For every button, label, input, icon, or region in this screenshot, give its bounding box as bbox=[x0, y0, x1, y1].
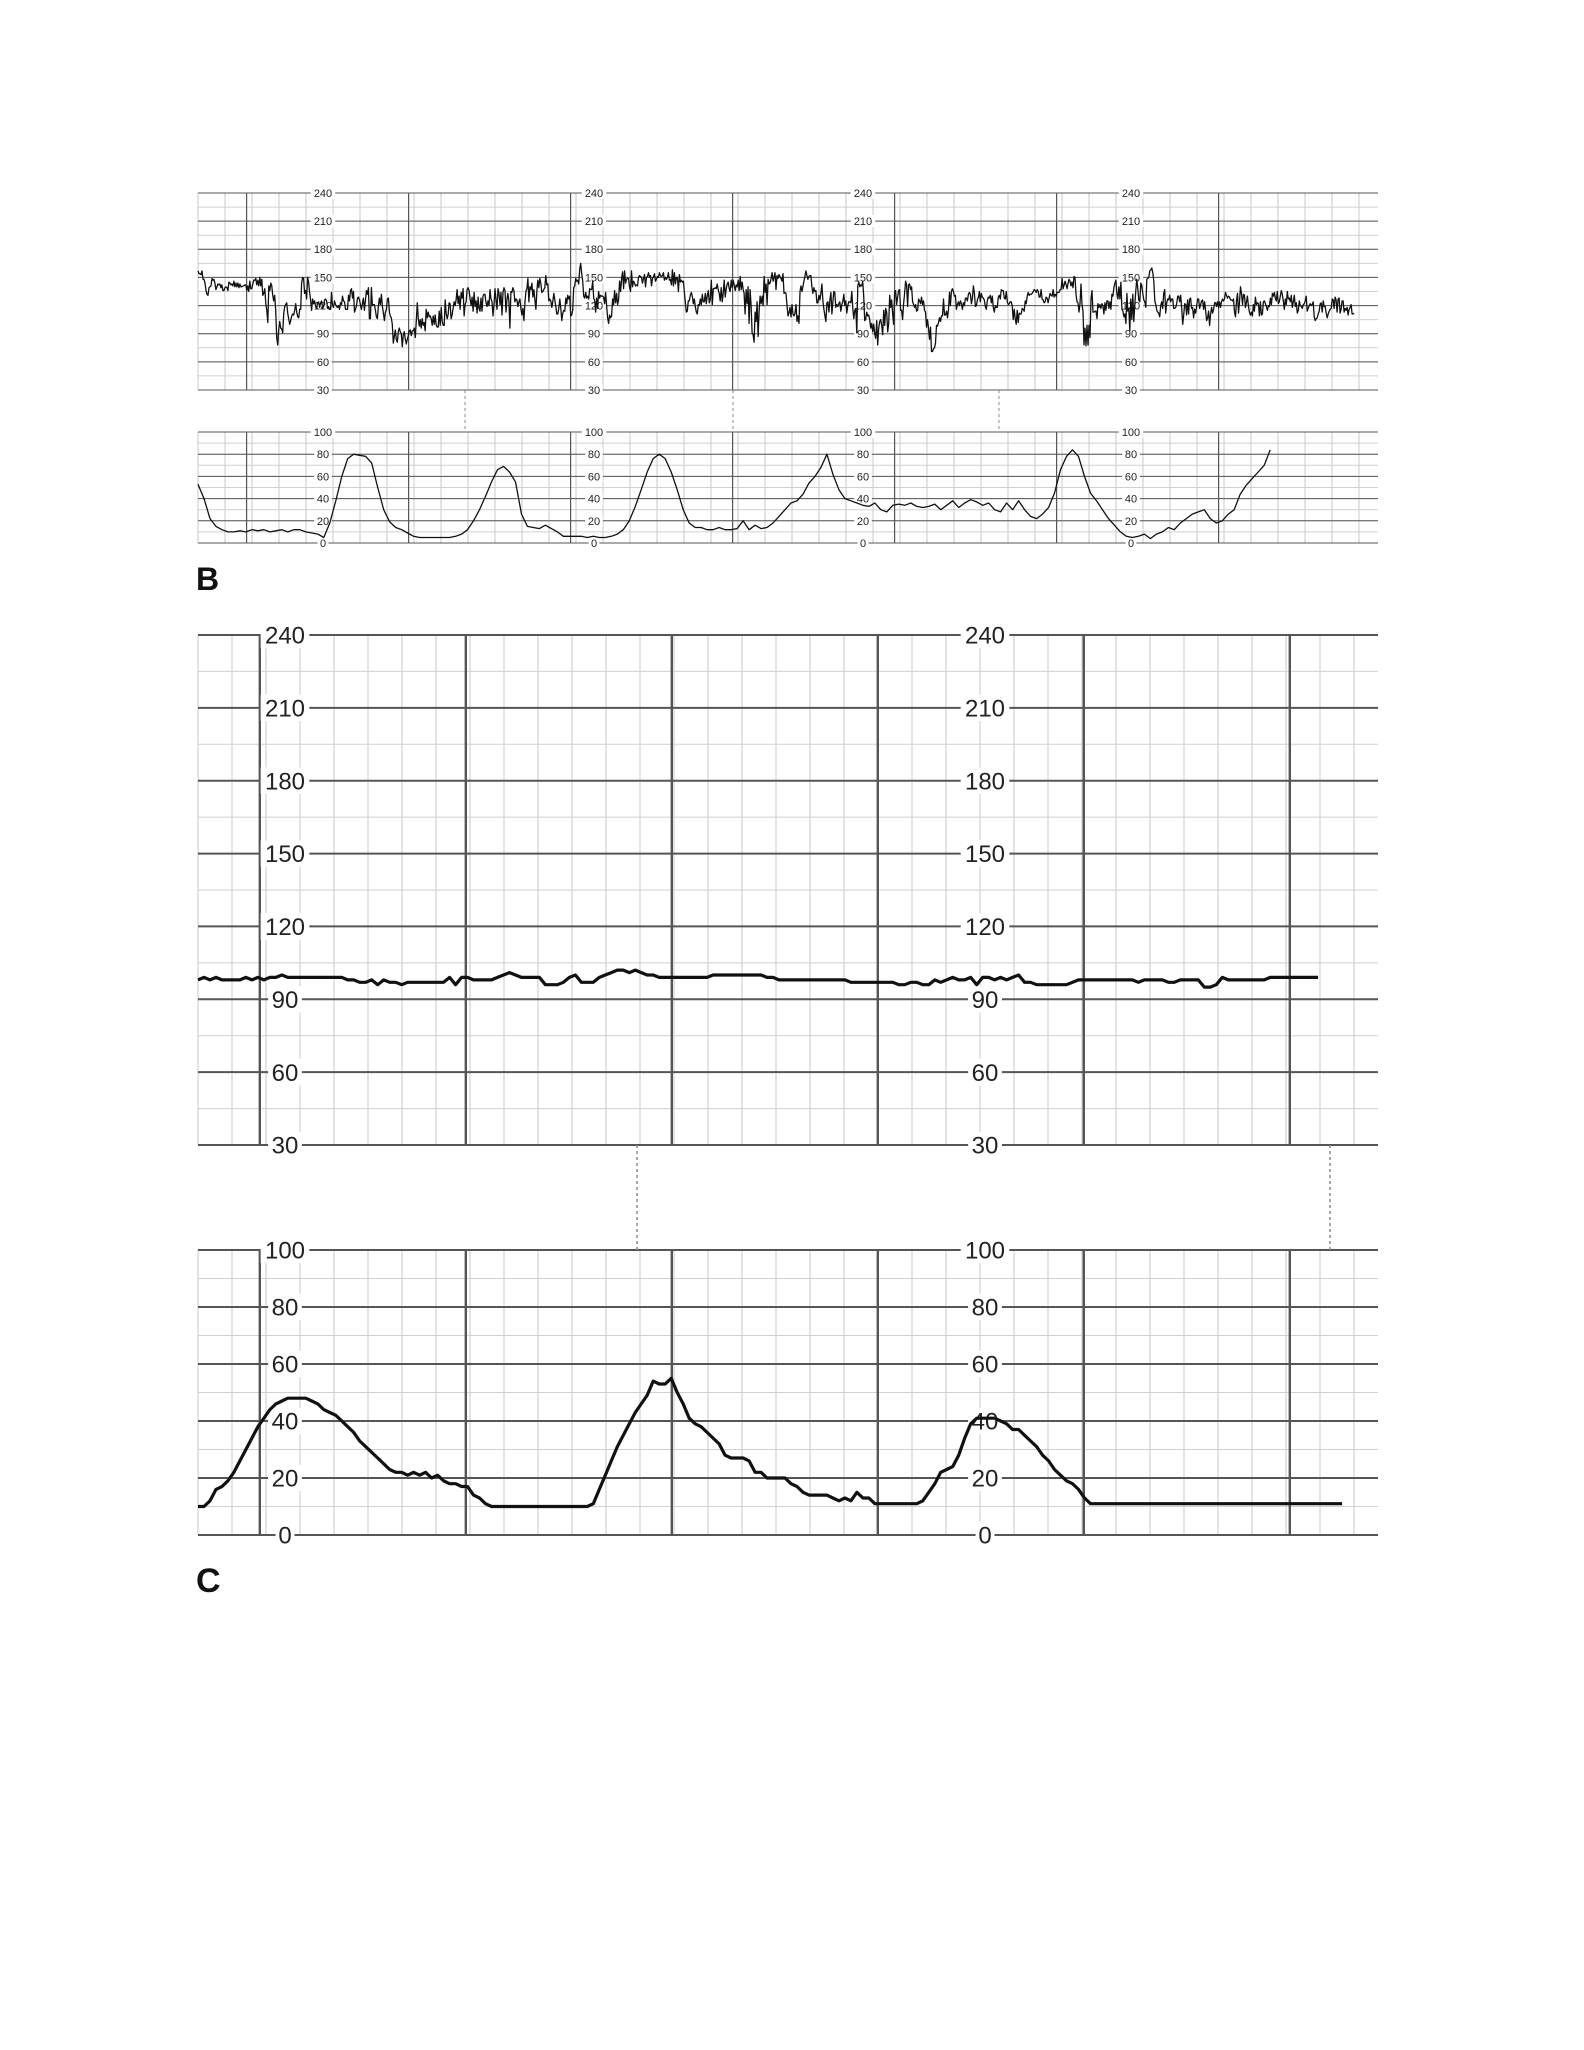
y-tick-label: 150 bbox=[853, 272, 873, 285]
y-tick-label: 240 bbox=[853, 187, 873, 200]
y-tick-label: 90 bbox=[587, 328, 601, 341]
y-tick-label: 100 bbox=[584, 426, 604, 439]
y-tick-label: 80 bbox=[271, 1294, 299, 1322]
y-tick-label: 80 bbox=[316, 449, 330, 462]
y-tick-label: 90 bbox=[971, 986, 999, 1014]
y-tick-label: 20 bbox=[971, 1465, 999, 1493]
y-tick-label: 60 bbox=[971, 1059, 999, 1087]
y-tick-label: 20 bbox=[856, 515, 870, 528]
y-tick-label: 60 bbox=[1124, 356, 1138, 369]
y-tick-label: 120 bbox=[853, 300, 873, 313]
y-tick-label: 240 bbox=[313, 187, 333, 200]
y-tick-label: 150 bbox=[964, 841, 1006, 869]
y-tick-label: 90 bbox=[316, 328, 330, 341]
y-tick-label: 40 bbox=[971, 1408, 999, 1436]
y-tick-label: 40 bbox=[1124, 493, 1138, 506]
y-tick-label: 60 bbox=[316, 356, 330, 369]
y-tick-label: 100 bbox=[313, 426, 333, 439]
y-tick-label: 120 bbox=[584, 300, 604, 313]
y-tick-label: 100 bbox=[964, 1237, 1006, 1265]
y-tick-label: 80 bbox=[587, 449, 601, 462]
fhr-strip bbox=[198, 622, 1378, 1160]
y-tick-label: 210 bbox=[264, 695, 306, 723]
y-tick-label: 60 bbox=[856, 471, 870, 484]
y-tick-label: 30 bbox=[271, 1132, 299, 1160]
y-tick-label: 60 bbox=[316, 471, 330, 484]
y-tick-label: 100 bbox=[264, 1237, 306, 1265]
y-tick-label: 0 bbox=[319, 537, 327, 550]
y-tick-label: 80 bbox=[1124, 449, 1138, 462]
y-tick-label: 210 bbox=[313, 216, 333, 229]
y-tick-label: 60 bbox=[971, 1351, 999, 1379]
y-tick-label: 180 bbox=[264, 768, 306, 796]
y-tick-label: 40 bbox=[856, 493, 870, 506]
y-tick-label: 120 bbox=[964, 914, 1006, 942]
y-tick-label: 60 bbox=[271, 1059, 299, 1087]
y-tick-label: 60 bbox=[856, 356, 870, 369]
fhr-strip bbox=[198, 187, 1378, 397]
y-tick-label: 120 bbox=[313, 300, 333, 313]
y-tick-label: 80 bbox=[971, 1294, 999, 1322]
y-tick-label: 40 bbox=[587, 493, 601, 506]
y-tick-label: 30 bbox=[856, 384, 870, 397]
y-tick-label: 0 bbox=[978, 1522, 992, 1550]
y-tick-label: 210 bbox=[1121, 216, 1141, 229]
y-tick-label: 90 bbox=[271, 986, 299, 1014]
uc-strip bbox=[198, 1237, 1378, 1550]
y-tick-label: 150 bbox=[1121, 272, 1141, 285]
y-tick-label: 150 bbox=[313, 272, 333, 285]
y-tick-label: 210 bbox=[964, 695, 1006, 723]
y-tick-label: 0 bbox=[859, 537, 867, 550]
y-tick-label: 120 bbox=[1121, 300, 1141, 313]
y-tick-label: 60 bbox=[587, 471, 601, 484]
y-tick-label: 120 bbox=[264, 914, 306, 942]
y-tick-label: 240 bbox=[584, 187, 604, 200]
y-tick-label: 240 bbox=[264, 622, 306, 650]
y-tick-label: 180 bbox=[853, 244, 873, 257]
y-tick-label: 40 bbox=[271, 1408, 299, 1436]
y-tick-label: 0 bbox=[1127, 537, 1135, 550]
panel-letter: C bbox=[196, 1562, 221, 1600]
y-tick-label: 30 bbox=[316, 384, 330, 397]
uc-strip bbox=[198, 426, 1378, 550]
y-tick-label: 30 bbox=[971, 1132, 999, 1160]
y-tick-label: 100 bbox=[1121, 426, 1141, 439]
y-tick-label: 150 bbox=[264, 841, 306, 869]
y-tick-label: 20 bbox=[316, 515, 330, 528]
y-tick-label: 30 bbox=[1124, 384, 1138, 397]
y-tick-label: 60 bbox=[271, 1351, 299, 1379]
panel-c bbox=[196, 622, 1378, 1600]
y-tick-label: 210 bbox=[584, 216, 604, 229]
y-tick-label: 240 bbox=[1121, 187, 1141, 200]
y-tick-label: 20 bbox=[587, 515, 601, 528]
panel-letter: B bbox=[196, 561, 220, 597]
y-tick-label: 150 bbox=[584, 272, 604, 285]
y-tick-label: 100 bbox=[853, 426, 873, 439]
panel-b bbox=[196, 187, 1378, 597]
y-tick-label: 180 bbox=[1121, 244, 1141, 257]
y-tick-label: 90 bbox=[856, 328, 870, 341]
y-tick-label: 0 bbox=[278, 1522, 292, 1550]
y-tick-label: 0 bbox=[590, 537, 598, 550]
y-tick-label: 180 bbox=[584, 244, 604, 257]
y-tick-label: 240 bbox=[964, 622, 1006, 650]
y-tick-label: 60 bbox=[587, 356, 601, 369]
y-tick-label: 90 bbox=[1124, 328, 1138, 341]
y-tick-label: 180 bbox=[313, 244, 333, 257]
y-tick-label: 60 bbox=[1124, 471, 1138, 484]
y-tick-label: 210 bbox=[853, 216, 873, 229]
y-tick-label: 80 bbox=[856, 449, 870, 462]
y-tick-label: 30 bbox=[587, 384, 601, 397]
y-tick-label: 20 bbox=[271, 1465, 299, 1493]
y-tick-label: 20 bbox=[1124, 515, 1138, 528]
y-tick-label: 180 bbox=[964, 768, 1006, 796]
y-tick-label: 40 bbox=[316, 493, 330, 506]
